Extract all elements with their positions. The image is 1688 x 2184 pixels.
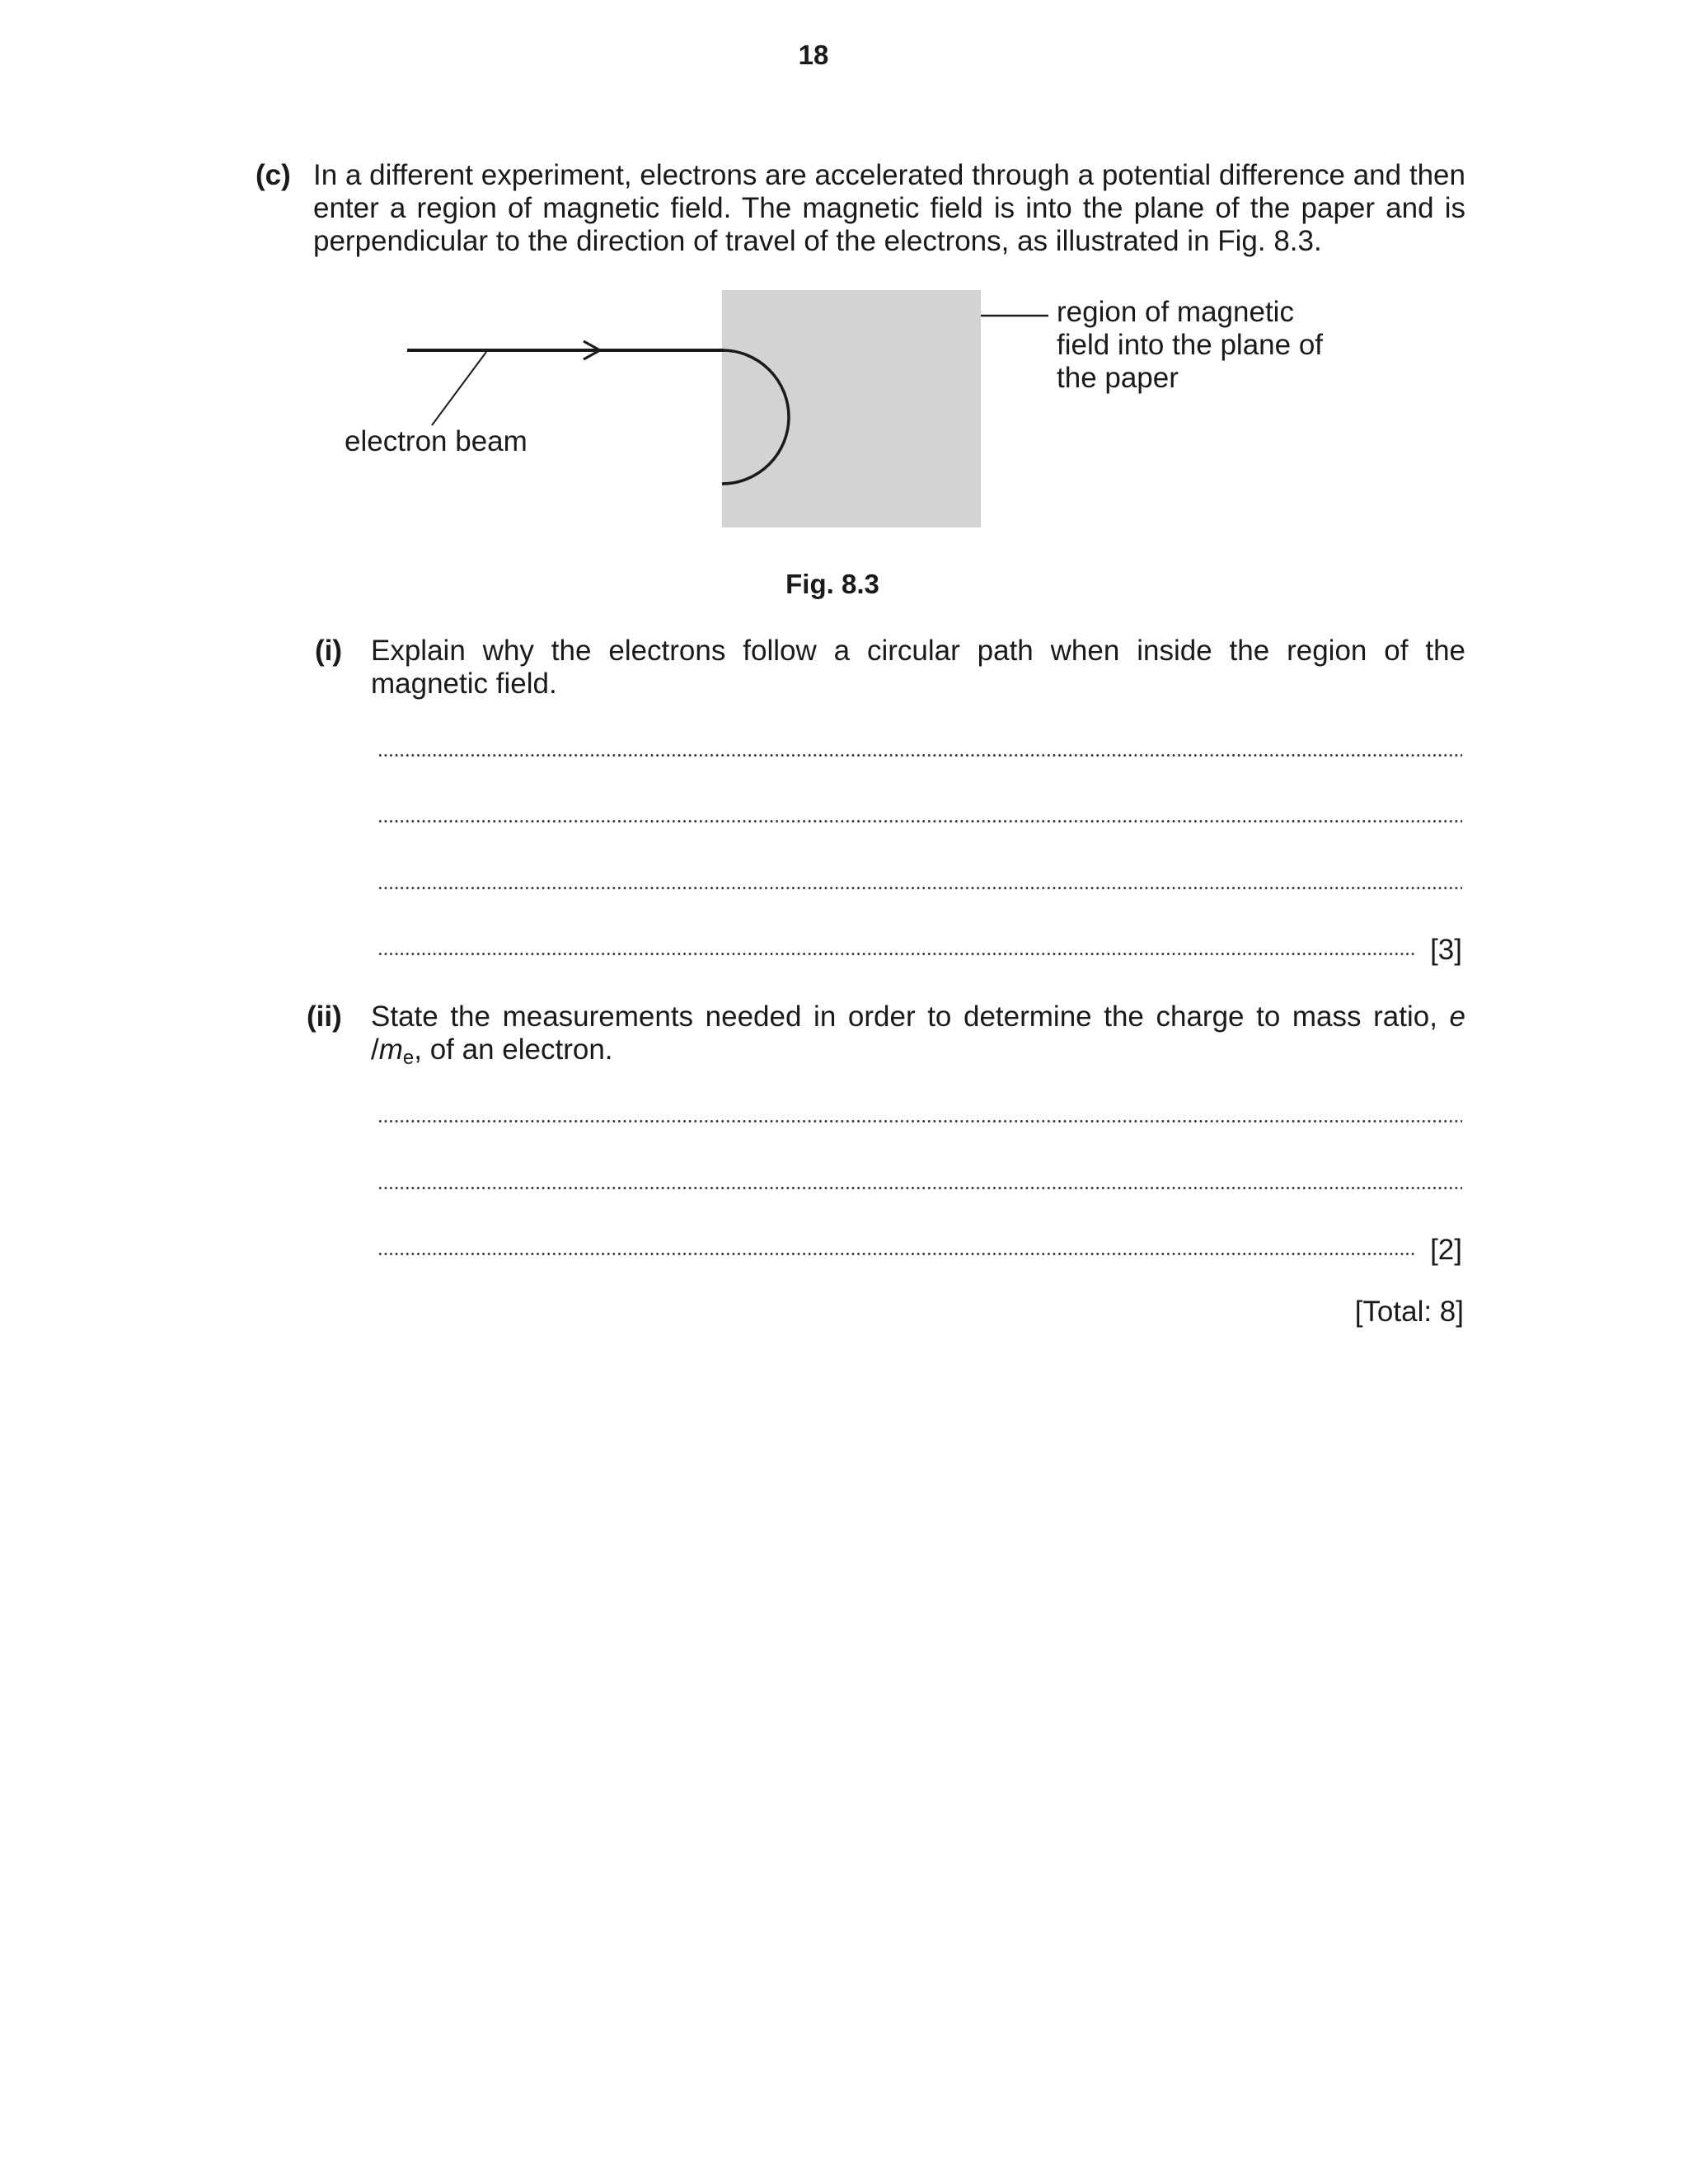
question-ii-text-after: , of an electron. xyxy=(414,1033,613,1066)
question-i-marks: [3] xyxy=(1430,934,1462,966)
magnetic-field-region xyxy=(722,290,981,527)
circular-path-arc xyxy=(722,350,789,484)
answer-line[interactable] xyxy=(377,1120,1462,1122)
part-intro-text: In a different experiment, electrons are accelerated through a potential difference and then enter a region of magnetic field. The magnetic field is into the plane of the paper and is perpendicular to the direction of travel of the electrons, as illustrated in Fig. 8.3. xyxy=(313,159,1465,257)
answer-line[interactable] xyxy=(377,820,1462,823)
answer-line[interactable] xyxy=(377,754,1462,757)
electron-beam-label: electron beam xyxy=(345,425,528,457)
figure-caption: Fig. 8.3 xyxy=(785,569,879,599)
charge-symbol: e xyxy=(1449,1001,1465,1033)
question-ii-text xyxy=(371,1001,1465,1075)
beam-direction-arrow-icon xyxy=(584,341,600,359)
answer-line[interactable] xyxy=(377,1253,1414,1255)
magnetic-field-diagram xyxy=(0,0,1688,626)
mass-symbol: m xyxy=(378,1033,403,1066)
beam-leader-line xyxy=(432,352,486,425)
page-number: 18 xyxy=(798,40,829,70)
question-ii-text-before: State the measurements needed in order to determine the charge to mass ratio, xyxy=(371,1001,1450,1033)
answer-line[interactable] xyxy=(377,1187,1462,1189)
question-ii-label: (ii) xyxy=(307,1001,342,1033)
question-ii-marks: [2] xyxy=(1430,1234,1462,1266)
question-i-text: Explain why the electrons follow a circular path when inside the region of the magnetic field. xyxy=(371,635,1465,700)
question-i-label: (i) xyxy=(315,635,343,667)
part-label: (c) xyxy=(256,159,291,191)
ratio-slash: / xyxy=(371,1033,379,1066)
mass-subscript: e xyxy=(402,1047,415,1069)
answer-line[interactable] xyxy=(377,887,1462,889)
region-label: region of magnetic field into the plane of the paper xyxy=(1057,296,1324,394)
answer-line[interactable] xyxy=(377,953,1414,955)
total-marks: [Total: 8] xyxy=(1354,1296,1464,1328)
